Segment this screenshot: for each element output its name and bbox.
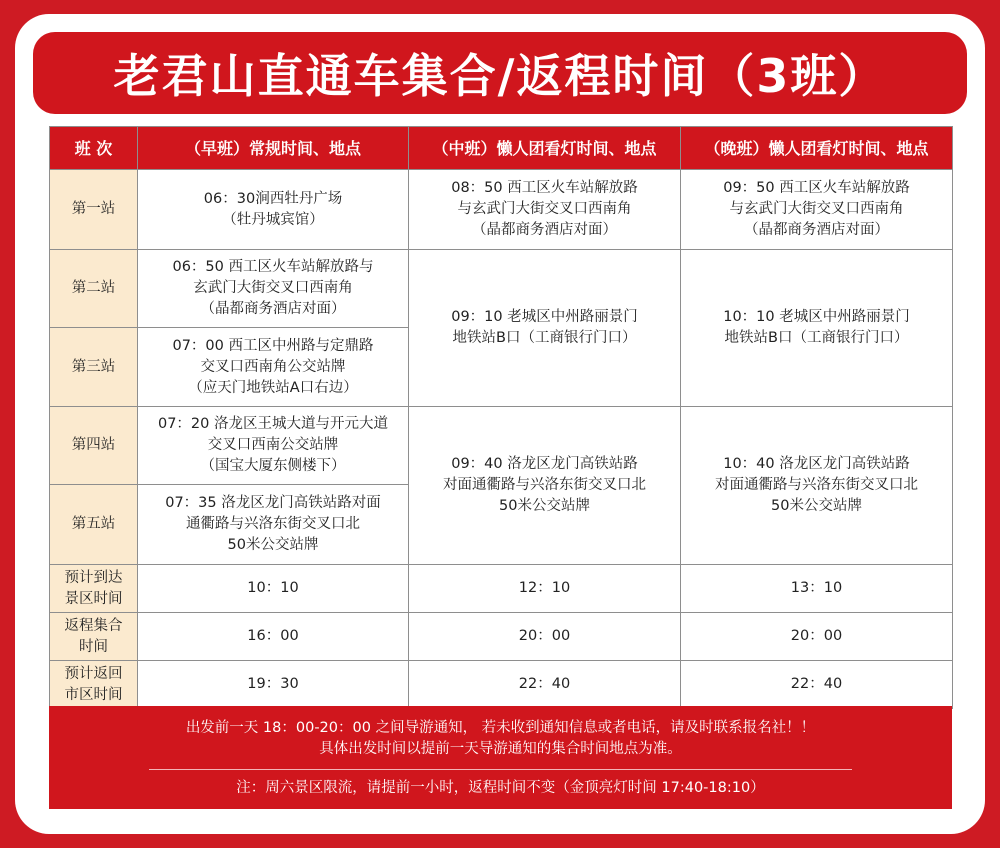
gather-early: 16：00 [138, 613, 409, 661]
header-middle: （中班）懒人团看灯时间、地点 [409, 127, 681, 170]
page-title: 老君山直通车集合/返程时间（3班） [113, 49, 887, 103]
early-s3-line-1: 07：00 西工区中州路与定鼎路 [172, 337, 374, 354]
middle-s1-line-3: （晶都商务酒店对面） [472, 222, 617, 238]
footer-divider [149, 769, 852, 770]
late-s1-line-2: 与玄武门大街交叉口西南角 [729, 201, 904, 217]
late-s45-line-2: 对面通衢路与兴洛东街交叉口北 [715, 477, 918, 493]
table-row-gather [50, 613, 953, 661]
middle-s45-line-1: 09：40 洛龙区龙门高铁站路 [451, 456, 638, 472]
middle-station-1 [409, 170, 681, 250]
return-label-line-1: 预计返回 [64, 665, 123, 682]
early-s5-line-1: 07：35 洛龙区龙门高铁站路对面 [165, 495, 381, 511]
arrive-label-line-2: 景区时间 [64, 590, 123, 607]
early-s1-line-2: （牡丹城宾馆） [222, 211, 324, 228]
arrive-early: 10：10 [138, 565, 409, 613]
header-shift: 班 次 [50, 127, 138, 170]
gather-label-line-2: 时间 [79, 638, 108, 655]
station-label-5: 第五站 [50, 485, 138, 565]
middle-s45-line-2: 对面通衢路与兴洛东街交叉口北 [443, 477, 646, 493]
early-s1-line-1: 06：30涧西牡丹广场 [203, 190, 343, 207]
early-station-5 [138, 485, 409, 565]
station-label-1: 第一站 [50, 170, 138, 250]
early-station-1 [138, 170, 409, 250]
table-row-arrive [50, 565, 953, 613]
return-label [50, 661, 138, 709]
early-s3-line-3: （应天门地铁站A口右边） [188, 379, 358, 396]
late-s45-line-1: 10：40 洛龙区龙门高铁站路 [723, 456, 910, 472]
table-row-station-2 [50, 250, 953, 328]
header-early: （早班）常规时间、地点 [138, 127, 409, 170]
arrive-label [50, 565, 138, 613]
arrive-label-line-1: 预计到达 [64, 569, 123, 586]
footer-note: 注：周六景区限流，请提前一小时，返程时间不变（金顶亮灯时间 17:40-18:10） [236, 780, 765, 796]
gather-label-line-1: 返程集合 [64, 617, 123, 634]
table-row-station-1 [50, 170, 953, 250]
arrive-late: 13：10 [681, 565, 953, 613]
early-s5-line-2: 通衢路与兴洛东街交叉口北 [186, 516, 360, 532]
gather-middle: 20：00 [409, 613, 681, 661]
early-s3-line-2: 交叉口西南角公交站牌 [200, 358, 346, 375]
early-station-4 [138, 407, 409, 485]
late-s45-line-3: 50米公交站牌 [771, 498, 862, 514]
early-s4-line-2: 交叉口西南公交站牌 [207, 437, 339, 453]
middle-station-4-5 [409, 407, 681, 565]
late-station-2-3 [681, 250, 953, 407]
return-late: 22：40 [681, 661, 953, 709]
gather-label [50, 613, 138, 661]
schedule-table [49, 126, 953, 709]
late-s23-line-2: 地铁站B口（工商银行门口） [724, 330, 909, 346]
late-station-4-5 [681, 407, 953, 565]
middle-s23-line-2: 地铁站B口（工商银行门口） [452, 330, 637, 346]
middle-s23-line-1: 09：10 老城区中州路丽景门 [451, 309, 638, 325]
return-middle: 22：40 [409, 661, 681, 709]
return-early: 19：30 [138, 661, 409, 709]
early-s4-line-1: 07：20 洛龙区王城大道与开元大道 [157, 416, 388, 432]
middle-station-2-3 [409, 250, 681, 407]
middle-s1-line-2: 与玄武门大街交叉口西南角 [457, 201, 632, 217]
station-label-3: 第三站 [50, 328, 138, 407]
table-row-station-4 [50, 407, 953, 485]
gather-late: 20：00 [681, 613, 953, 661]
early-s2-line-3: （晶都商务酒店对面） [200, 301, 346, 317]
middle-s1-line-1: 08：50 西工区火车站解放路 [451, 180, 638, 196]
table-row-return [50, 661, 953, 709]
table-header-row [50, 127, 953, 170]
station-label-2: 第二站 [50, 250, 138, 328]
footer-notice [49, 706, 952, 809]
header-late: （晚班）懒人团看灯时间、地点 [681, 127, 953, 170]
late-station-1 [681, 170, 953, 250]
early-station-3 [138, 328, 409, 407]
early-s2-line-2: 玄武门大街交叉口西南角 [193, 280, 353, 296]
notice-line-2: 具体出发时间以提前一天导游通知的集合时间地点为准。 [319, 741, 682, 757]
station-label-4: 第四站 [50, 407, 138, 485]
late-s1-line-1: 09：50 西工区火车站解放路 [723, 180, 910, 196]
late-s23-line-1: 10：10 老城区中州路丽景门 [723, 309, 910, 325]
return-label-line-2: 市区时间 [64, 686, 123, 703]
early-s5-line-3: 50米公交站牌 [227, 537, 319, 553]
early-s4-line-3: （国宝大厦东侧楼下） [200, 458, 346, 474]
middle-s45-line-3: 50米公交站牌 [499, 498, 590, 514]
late-s1-line-3: （晶都商务酒店对面） [744, 222, 889, 238]
title-banner [33, 32, 967, 114]
notice-line-1: 出发前一天 18：00-20：00 之间导游通知， 若未收到通知信息或者电话，请及时联系报名社！！ [185, 720, 816, 736]
arrive-middle: 12：10 [409, 565, 681, 613]
early-s2-line-1: 06：50 西工区火车站解放路与 [172, 259, 374, 275]
early-station-2 [138, 250, 409, 328]
